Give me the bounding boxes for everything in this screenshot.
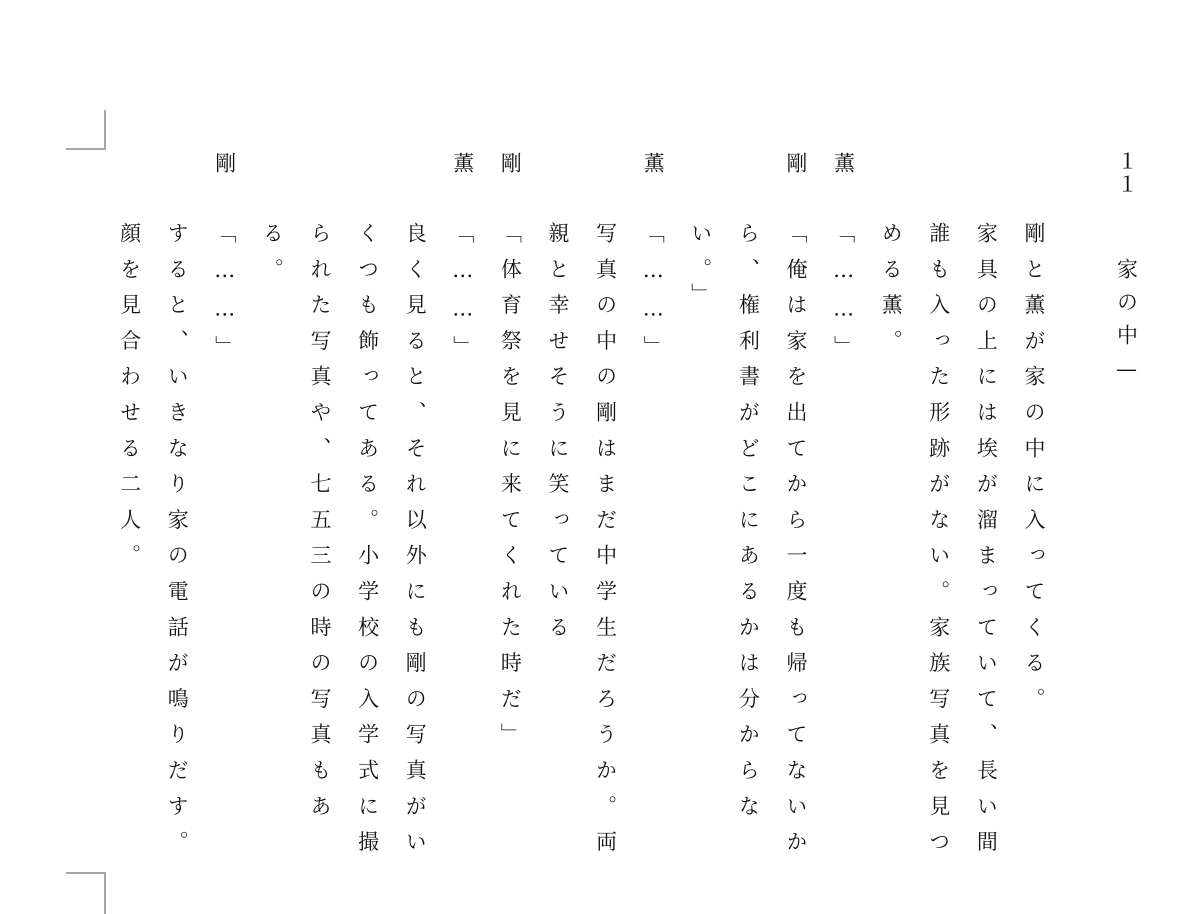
speaker-name: 薫	[641, 152, 666, 173]
dialogue-line: 「……」	[641, 222, 666, 372]
speaker-name: 剛	[212, 152, 237, 173]
dialogue-line: 「体育祭を見に来てくれた時だ」	[498, 222, 523, 759]
stage-direction-line: 顔を見合わせる二人。	[117, 222, 142, 580]
scene-title: 家の中—	[1114, 258, 1139, 393]
stage-direction-line: 親と幸せそうに笑っている	[546, 222, 570, 652]
crop-mark-bottom	[66, 872, 106, 914]
stage-direction-line: ら、権利書がどこにあるかは分からな	[736, 222, 761, 831]
stage-direction-line: すると、いきなり家の電話が鳴りだす。	[165, 222, 190, 867]
scene-heading	[1112, 150, 1140, 393]
stage-direction-line: める薫。	[879, 222, 904, 366]
stage-direction-line: る。	[260, 222, 285, 294]
speaker-name: 薫	[450, 152, 475, 173]
stage-direction-line: 剛と薫が家の中に入ってくる。	[1022, 222, 1046, 724]
speaker-name: 薫	[831, 152, 856, 173]
speaker-name: 剛	[784, 152, 808, 173]
stage-direction-line: い。」	[688, 222, 713, 319]
stage-direction-line: 家具の上には埃が溜まっていて、長い間	[974, 222, 999, 867]
stage-direction-line: 誰も入った形跡がない。家族写真を見つ	[926, 222, 951, 867]
speaker-name: 剛	[498, 152, 523, 173]
stage-direction-line: 良く見ると、それ以外にも剛の写真がい	[403, 222, 428, 867]
stage-direction-line: 写真の中の剛はまだ中学生だろうか。両	[593, 222, 618, 867]
dialogue-line: 「……」	[212, 222, 237, 372]
crop-mark-top	[66, 110, 106, 150]
dialogue-line: 「俺は家を出てから一度も帰ってないか	[784, 222, 808, 867]
stage-direction-line: られた写真や、七五三の時の写真もあ	[308, 222, 332, 831]
stage-direction-line: くつも飾ってある。小学校の入学式に撮	[355, 222, 380, 867]
scene-number: １１	[1114, 150, 1139, 196]
dialogue-line: 「……」	[831, 222, 856, 372]
dialogue-line: 「……」	[450, 222, 475, 372]
